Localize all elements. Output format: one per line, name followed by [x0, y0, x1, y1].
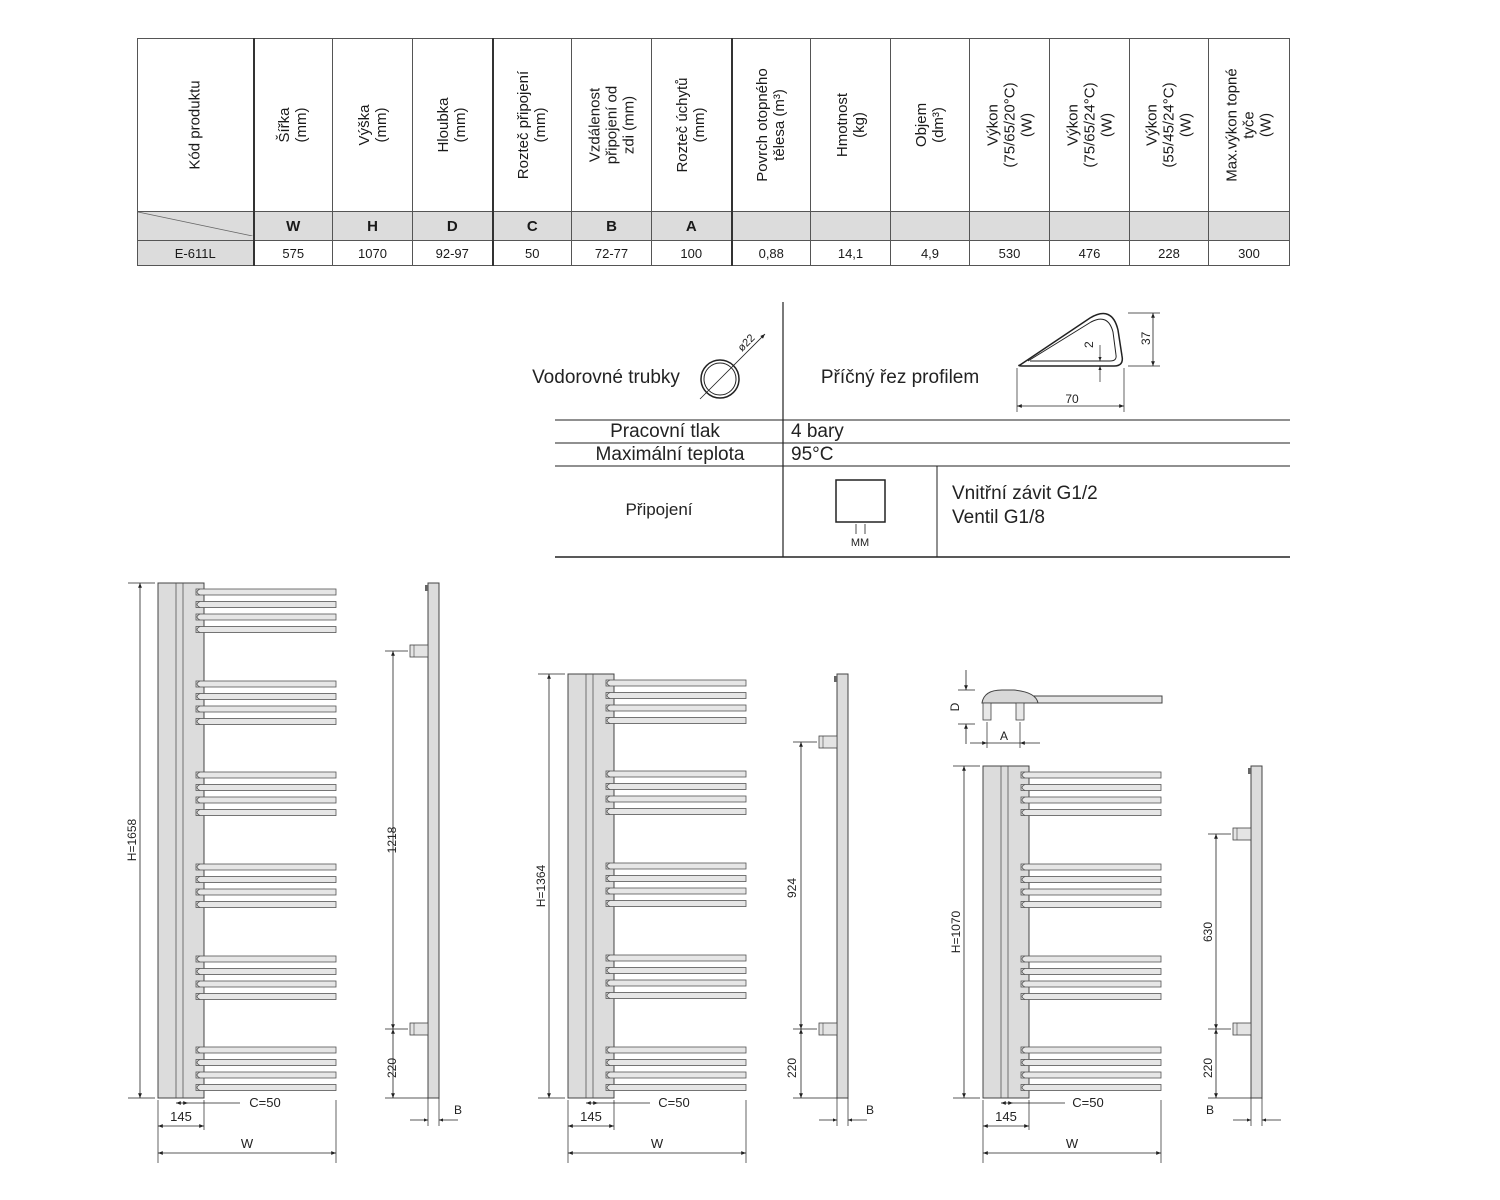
code-cell: W: [254, 212, 333, 241]
code-cell: C: [493, 212, 572, 241]
value-cell: 14,1: [811, 241, 891, 266]
horizontal-tube: [1021, 864, 1161, 870]
conn-dim: C=50: [658, 1095, 690, 1110]
profile-wall: 2: [1082, 341, 1096, 348]
side-panel: [837, 674, 848, 1098]
value-cell: 476: [1050, 241, 1130, 266]
square-connector-icon: [836, 480, 885, 549]
header-label: Vzdálenost připojení od zdi (mm): [586, 85, 637, 165]
horizontal-tube: [196, 1047, 336, 1053]
value-cell: 92-97: [413, 241, 493, 266]
horizontal-tube: [606, 1047, 746, 1053]
horizontal-tube: [606, 771, 746, 777]
value-cell: 4,9: [891, 241, 970, 266]
value-cell: 300: [1209, 241, 1290, 266]
horizontal-tube: [606, 680, 746, 686]
radiator-front-view: [568, 674, 746, 1098]
wall-bracket: [1233, 828, 1251, 840]
side-panel: [1251, 766, 1262, 1098]
horizontal-tube: [1021, 810, 1161, 816]
horizontal-tube: [1021, 1060, 1161, 1066]
horizontal-tube: [196, 785, 336, 791]
wall-dim: B: [865, 1103, 875, 1117]
mm-label: MM: [850, 537, 870, 549]
horizontal-tube: [606, 809, 746, 815]
pressure-value: 4 bary: [791, 421, 844, 442]
tubes-label: Vodorovné trubky: [532, 367, 680, 388]
radiator-front-view: [983, 766, 1161, 1098]
horizontal-tube: [606, 980, 746, 986]
height-dim: H=1070: [949, 910, 963, 954]
horizontal-tube: [1021, 1085, 1161, 1091]
horizontal-tube: [606, 901, 746, 907]
offset-dim: 145: [170, 1109, 192, 1124]
header-label: Max.výkon topné tyče (W): [1223, 68, 1275, 182]
radiator-side-view: [793, 674, 867, 1126]
tube-dim: ø22: [735, 332, 758, 355]
spacing-dim: 1218: [385, 826, 399, 854]
horizontal-tube: [606, 955, 746, 961]
horizontal-tube: [1021, 1072, 1161, 1078]
horizontal-tube: [196, 981, 336, 987]
profile-width: 70: [1065, 392, 1079, 406]
header-label: Hloubka (mm): [435, 97, 470, 153]
profile-section-icon: [1017, 313, 1160, 412]
wall-bracket: [819, 1023, 837, 1035]
width-dim: W: [650, 1136, 664, 1151]
horizontal-tube: [1021, 902, 1161, 908]
wall-bracket: [410, 645, 428, 657]
header-label: Výška (mm): [355, 104, 390, 146]
value-cell: 72-77: [572, 241, 652, 266]
code-cell: H: [333, 212, 413, 241]
horizontal-tube: [196, 956, 336, 962]
radiator-side-view: [1205, 766, 1281, 1126]
collector: [158, 583, 204, 1098]
horizontal-tube: [606, 993, 746, 999]
width-dim: W: [1065, 1136, 1079, 1151]
horizontal-tube: [196, 719, 336, 725]
header-label: Rozteč připojení (mm): [515, 70, 550, 180]
header-label: Hmotnost (kg): [833, 92, 868, 158]
value-cell: 100: [652, 241, 732, 266]
horizontal-tube: [606, 693, 746, 699]
wall-bracket: [1233, 1023, 1251, 1035]
value-cell: 1070: [333, 241, 413, 266]
value-cell: 0,88: [732, 241, 811, 266]
horizontal-tube: [196, 797, 336, 803]
horizontal-tube: [606, 968, 746, 974]
horizontal-tube: [1021, 956, 1161, 962]
connection-label: Připojení: [625, 500, 693, 519]
horizontal-tube: [1021, 772, 1161, 778]
horizontal-tube: [196, 902, 336, 908]
pressure-label: Pracovní tlak: [610, 421, 720, 442]
horizontal-tube: [1021, 785, 1161, 791]
horizontal-tube: [606, 876, 746, 882]
drawing-1364: [534, 674, 867, 1163]
connection-line2: Ventil G1/8: [952, 507, 1045, 528]
code-cell: D: [413, 212, 493, 241]
horizontal-tube: [606, 796, 746, 802]
bracket-dim: A: [999, 729, 1009, 743]
wall-bracket: [410, 1023, 428, 1035]
info-block: [532, 302, 1290, 557]
horizontal-tube: [196, 602, 336, 608]
horizontal-tube: [606, 784, 746, 790]
drawing-1658: [125, 583, 458, 1163]
bottom-dim: 220: [1201, 1057, 1215, 1079]
horizontal-tube: [196, 614, 336, 620]
horizontal-tube: [1021, 889, 1161, 895]
bottom-dim: 220: [785, 1057, 799, 1079]
height-dim: H=1658: [125, 818, 139, 862]
wall-dim: B: [453, 1103, 463, 1117]
horizontal-tube: [606, 1085, 746, 1091]
collector: [568, 674, 614, 1098]
horizontal-tube: [606, 705, 746, 711]
wall-bracket: [819, 736, 837, 748]
horizontal-tube: [196, 772, 336, 778]
profile-height: 37: [1139, 331, 1153, 345]
horizontal-tube: [196, 627, 336, 633]
code-cell: B: [572, 212, 652, 241]
height-dim: H=1364: [534, 864, 548, 908]
horizontal-tube: [196, 1072, 336, 1078]
horizontal-tube: [196, 694, 336, 700]
drawing-1070: [948, 670, 1281, 1163]
width-dim: W: [240, 1136, 254, 1151]
horizontal-tube: [196, 889, 336, 895]
header-label: Výkon (75/65/24°C) (W): [1064, 82, 1115, 168]
radiator-front-view: [158, 583, 336, 1098]
value-cell: 575: [254, 241, 333, 266]
horizontal-tube: [606, 888, 746, 894]
tube-section-icon: [700, 332, 765, 399]
conn-dim: C=50: [249, 1095, 281, 1110]
horizontal-tube: [1021, 1047, 1161, 1053]
horizontal-tube: [196, 810, 336, 816]
horizontal-tube: [196, 877, 336, 883]
bottom-dim: 220: [385, 1057, 399, 1079]
header-label: Šířka (mm): [276, 107, 311, 143]
horizontal-tube: [196, 864, 336, 870]
horizontal-tube: [1021, 797, 1161, 803]
horizontal-tube: [1021, 877, 1161, 883]
horizontal-tube: [196, 681, 336, 687]
horizontal-tube: [196, 706, 336, 712]
horizontal-tube: [196, 589, 336, 595]
temp-value: 95°C: [791, 444, 834, 465]
horizontal-tube: [606, 863, 746, 869]
spacing-dim: 924: [785, 877, 799, 899]
profile-label: Příčný řez profilem: [820, 367, 980, 388]
header-label: Povrch otopného tělesa (m³): [754, 68, 789, 182]
conn-dim: C=50: [1072, 1095, 1104, 1110]
model-cell: E-611L: [138, 241, 254, 266]
radiator-side-view: [385, 583, 458, 1126]
header-label: Výkon (55/45/24°C) (W): [1143, 82, 1195, 168]
header-label: Objem (dm³): [913, 102, 947, 148]
horizontal-tube: [606, 718, 746, 724]
horizontal-tube: [196, 1085, 336, 1091]
horizontal-tube: [196, 1060, 336, 1066]
depth-dim: D: [948, 702, 962, 712]
code-cell: A: [652, 212, 732, 241]
spacing-dim: 630: [1201, 921, 1215, 943]
horizontal-tube: [196, 994, 336, 1000]
header-label: Rozteč úchytů (mm): [674, 77, 709, 173]
value-cell: 228: [1130, 241, 1209, 266]
horizontal-tube: [606, 1060, 746, 1066]
offset-dim: 145: [580, 1109, 602, 1124]
horizontal-tube: [1021, 981, 1161, 987]
side-panel: [428, 583, 439, 1098]
horizontal-tube: [1021, 969, 1161, 975]
value-cell: 530: [970, 241, 1050, 266]
horizontal-tube: [1021, 994, 1161, 1000]
offset-dim: 145: [995, 1109, 1017, 1124]
horizontal-tube: [606, 1072, 746, 1078]
connection-line1: Vnitřní závit G1/2: [952, 483, 1098, 504]
header-label: Výkon (75/65/20°C) (W): [984, 82, 1035, 168]
header-label: Kód produktu: [186, 80, 204, 170]
wall-dim: B: [1205, 1103, 1215, 1117]
temp-label: Maximální teplota: [595, 444, 745, 465]
top-view: [948, 670, 1162, 748]
horizontal-tube: [196, 969, 336, 975]
value-cell: 50: [493, 241, 572, 266]
